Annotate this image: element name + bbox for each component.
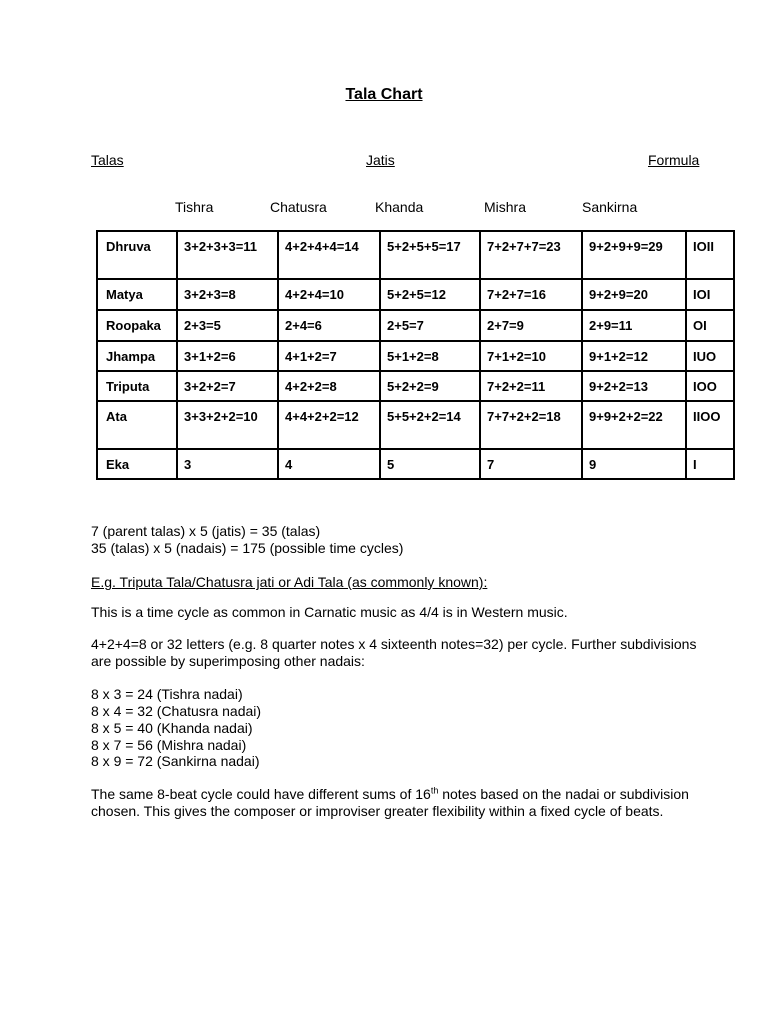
table-cell: 4	[278, 449, 380, 479]
table-cell: 7+1+2=10	[480, 341, 582, 371]
jati-label-tishra: Tishra	[175, 199, 214, 215]
paragraph	[91, 786, 711, 820]
superscript: th	[430, 785, 439, 796]
tala-name-cell: Roopaka	[97, 310, 177, 341]
nadai-line: 8 x 7 = 56 (Mishra nadai)	[91, 737, 247, 753]
table-cell: 3+3+2+2=10	[177, 401, 278, 449]
table-cell: 5+2+2=9	[380, 371, 480, 401]
paragraph: This is a time cycle as common in Carnatic music as 4/4 is in Western music.	[91, 604, 568, 620]
table-cell: 5+2+5+5=17	[380, 231, 480, 279]
nadai-line: 8 x 5 = 40 (Khanda nadai)	[91, 720, 253, 736]
table-cell: 9+2+2=13	[582, 371, 686, 401]
formula-cell: IOI	[686, 279, 734, 310]
table-cell: 2+5=7	[380, 310, 480, 341]
header-talas: Talas	[91, 152, 124, 168]
table-cell: 9+2+9+9=29	[582, 231, 686, 279]
table-cell: 7+2+2=11	[480, 371, 582, 401]
table-cell: 3+2+2=7	[177, 371, 278, 401]
table-cell: 4+4+2+2=12	[278, 401, 380, 449]
table-cell: 9+2+9=20	[582, 279, 686, 310]
table-cell: 2+3=5	[177, 310, 278, 341]
table-row	[97, 371, 734, 401]
formula-cell: IOII	[686, 231, 734, 279]
table-cell: 3+1+2=6	[177, 341, 278, 371]
nadai-line: 8 x 4 = 32 (Chatusra nadai)	[91, 703, 262, 719]
table-cell: 3+2+3+3=11	[177, 231, 278, 279]
tala-name-cell: Jhampa	[97, 341, 177, 371]
tala-table	[96, 230, 735, 480]
table-cell: 5+5+2+2=14	[380, 401, 480, 449]
table-cell: 7+2+7=16	[480, 279, 582, 310]
table-cell: 7+2+7+7=23	[480, 231, 582, 279]
table-cell: 3	[177, 449, 278, 479]
table-cell: 5+2+5=12	[380, 279, 480, 310]
jati-label-khanda: Khanda	[375, 199, 424, 215]
nadai-line: 8 x 3 = 24 (Tishra nadai)	[91, 686, 243, 702]
jati-label-sankirna: Sankirna	[582, 199, 638, 215]
formula-cell: IIOO	[686, 401, 734, 449]
calc-line: 35 (talas) x 5 (nadais) = 175 (possible time cycles)	[91, 540, 404, 556]
table-cell: 4+2+2=8	[278, 371, 380, 401]
table-cell: 9+1+2=12	[582, 341, 686, 371]
tala-name-cell: Matya	[97, 279, 177, 310]
calc-line: 7 (parent talas) x 5 (jatis) = 35 (talas)	[91, 523, 321, 539]
table-cell: 2+4=6	[278, 310, 380, 341]
tala-name-cell: Triputa	[97, 371, 177, 401]
table-cell: 4+2+4=10	[278, 279, 380, 310]
paragraph-text: The same 8-beat cycle could have different sums of 16	[91, 786, 431, 802]
jati-label-mishra: Mishra	[484, 199, 527, 215]
tala-name-cell: Eka	[97, 449, 177, 479]
table-row	[97, 341, 734, 371]
formula-cell: I	[686, 449, 734, 479]
header-formula: Formula	[648, 152, 700, 168]
example-heading: E.g. Triputa Tala/Chatusra jati or Adi Tala (as commonly known):	[91, 574, 488, 590]
nadai-line: 8 x 9 = 72 (Sankirna nadai)	[91, 753, 260, 769]
table-row	[97, 401, 734, 449]
paragraph-text: notes based on the nadai or subdivision chosen. This gives the composer or improviser greater flexibility within a fixed cycle of beats.	[91, 786, 689, 819]
table-cell: 5	[380, 449, 480, 479]
table-cell: 3+2+3=8	[177, 279, 278, 310]
table-cell: 2+7=9	[480, 310, 582, 341]
table-cell: 9	[582, 449, 686, 479]
paragraph: 4+2+4=8 or 32 letters (e.g. 8 quarter notes x 4 sixteenth notes=32) per cycle. Further subdivisions are possible by superimposing other nadais:	[91, 636, 697, 669]
formula-cell: OI	[686, 310, 734, 341]
formula-cell: IOO	[686, 371, 734, 401]
table-cell: 4+2+4+4=14	[278, 231, 380, 279]
table-row	[97, 231, 734, 279]
table-cell: 4+1+2=7	[278, 341, 380, 371]
table-row	[97, 449, 734, 479]
table-cell: 7	[480, 449, 582, 479]
jati-label-chatusra: Chatusra	[270, 199, 327, 215]
page-title: Tala Chart	[345, 86, 423, 103]
header-jatis: Jatis	[366, 152, 395, 168]
table-cell: 9+9+2+2=22	[582, 401, 686, 449]
formula-cell: IUO	[686, 341, 734, 371]
table-cell: 7+7+2+2=18	[480, 401, 582, 449]
table-cell: 5+1+2=8	[380, 341, 480, 371]
tala-name-cell: Ata	[97, 401, 177, 449]
table-row	[97, 279, 734, 310]
table-row	[97, 310, 734, 341]
table-cell: 2+9=11	[582, 310, 686, 341]
tala-name-cell: Dhruva	[97, 231, 177, 279]
